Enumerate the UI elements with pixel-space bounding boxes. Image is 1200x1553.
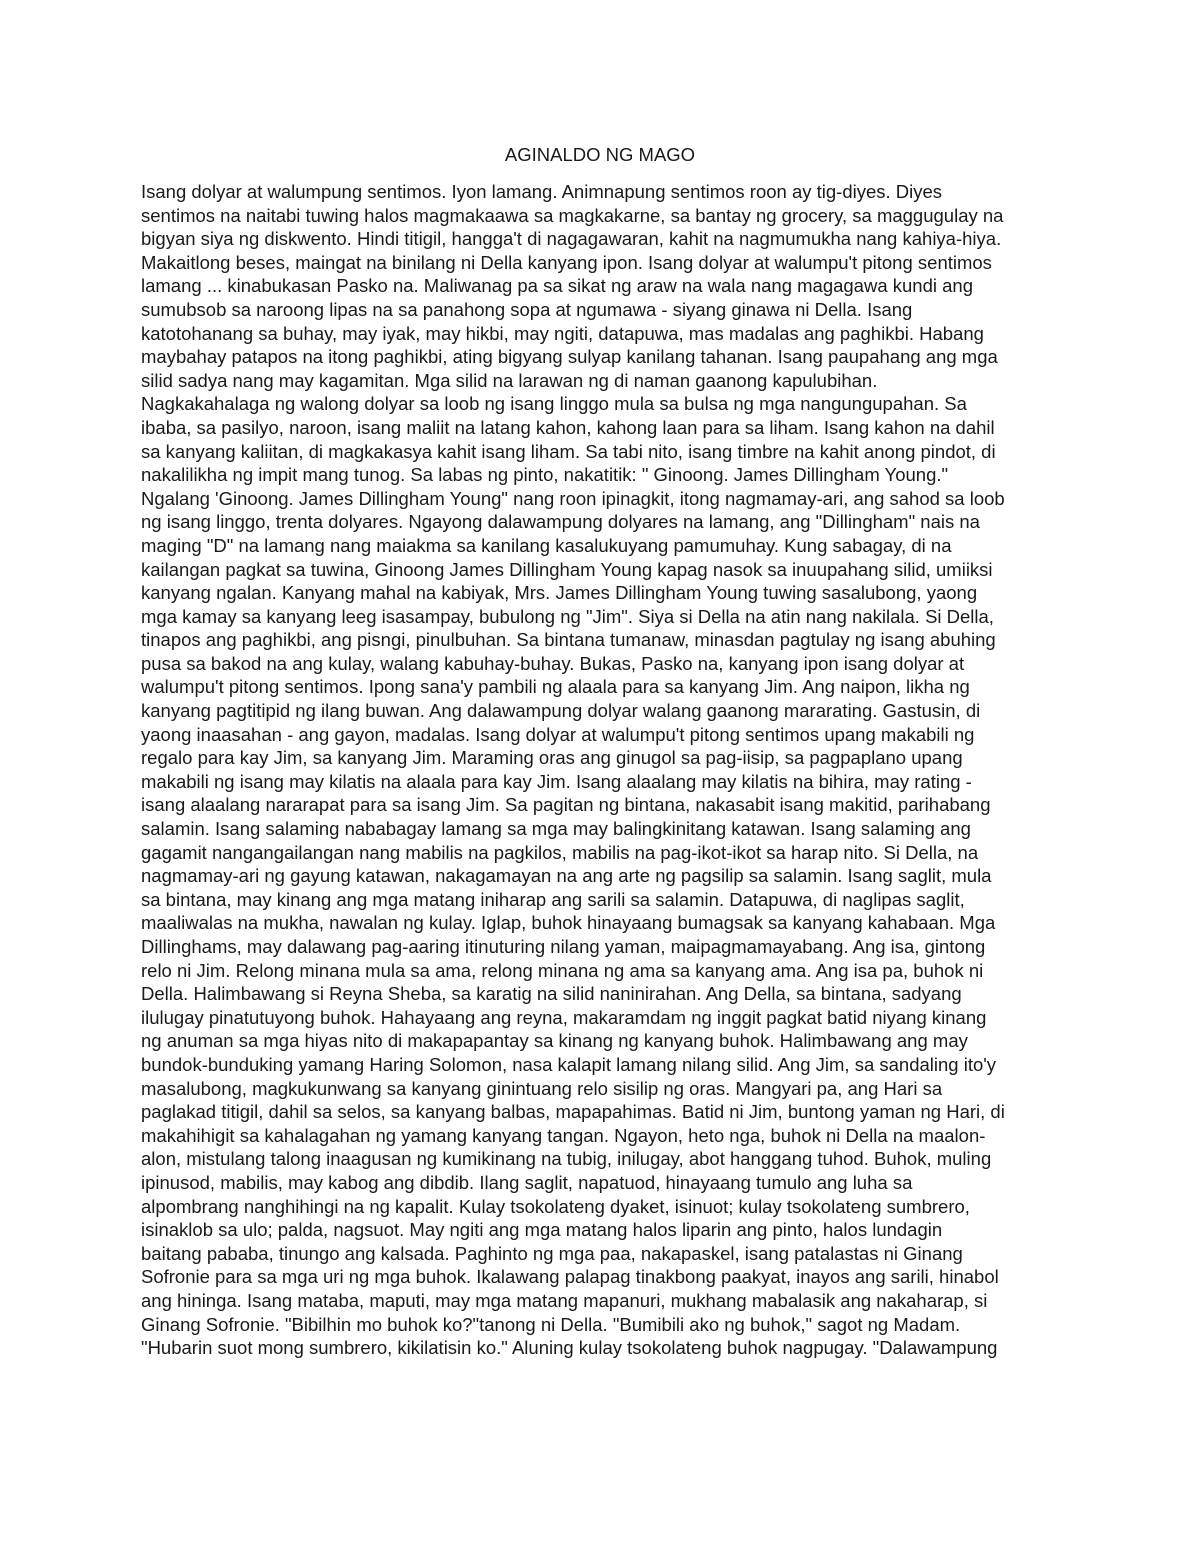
body-line: mga kamay sa kanyang leeg isasampay, bubulong ng "Jim". Siya si Della na atin nang nakilala. Si Della, xyxy=(141,605,994,627)
body-line: kailangan pagkat sa tuwina, Ginoong James Dillingham Young kapag nasok sa inuupahang silid, umiiksi xyxy=(141,558,993,580)
body-line: yaong inaasahan - ang gayon, madalas. Isang dolyar at walumpu't pitong sentimos upang makabili ng xyxy=(141,723,975,745)
body-line: ilulugay pinatutuyong buhok. Hahayaang ang reyna, makaramdam ng inggit pagkat batid niyang kinang xyxy=(141,1006,987,1028)
body-line: paglakad titigil, dahil sa selos, sa kanyang balbas, mapapahimas. Batid ni Jim, buntong yaman ng Hari, di xyxy=(141,1101,1005,1123)
body-line: Isang dolyar at walumpung sentimos. Iyon lamang. Animnapung sentimos roon ay tig-diyes. Diyes xyxy=(141,181,943,202)
body-line: silid sadya nang may kagamitan. Mga silid na larawan ng di naman gaanong kapulubihan. xyxy=(141,369,878,391)
body-line: walumpu't pitong sentimos. Ipong sana'y pambili ng alaala para sa kanyang Jim. Ang naipon, likha ng xyxy=(141,676,970,698)
body-line: alpombrang nanghihingi na ng kapalit. Kulay tsokolateng dyaket, isinuot; kulay tsokolateng sumbrero, xyxy=(141,1195,970,1217)
body-line: ng isang linggo, trenta dolyares. Ngayong dalawampung dolyares na lamang, ang "Dillingham" nais na xyxy=(141,511,980,533)
body-line: ang hininga. Isang mataba, maputi, may mga matang mapanuri, mukhang mabalasik ang nakaharap, si xyxy=(141,1289,988,1311)
body-line: ipinusod, mabilis, may kabog ang dibdib. Ilang saglit, napatuod, hinayaang tumulo ang luha sa xyxy=(141,1171,913,1193)
body-line: lamang ... kinabukasan Pasko na. Maliwanag pa sa sikat ng araw na wala nang magagawa kundi ang xyxy=(141,275,973,297)
body-line: makabili ng isang may kilatis na alaala para kay Jim. Isang alaalang may kilatis na bihira, may rating - xyxy=(141,770,972,792)
body-line: katotohanang sa buhay, may iyak, may hikbi, may ngiti, datapuwa, mas madalas ang paghikbi. Habang xyxy=(141,322,984,344)
document-title: AGINALDO NG MAGO xyxy=(504,144,696,165)
body-line: maybahay patapos na itong paghikbi, ating bigyang sulyap kanilang tahanan. Isang paupahang ang mga xyxy=(141,346,998,368)
body-line: bigyan siya ng diskwento. Hindi titigil, hangga't di nagagawaran, kahit na nagmumukha nang kahiya-hiya. xyxy=(141,228,1002,250)
body-line: maging "D" na lamang nang maiakma sa kanilang kasalukuyang pamumuhay. Kung sabagay, di na xyxy=(141,534,952,556)
body-line: nagmamay-ari ng gayung katawan, nakagamayan na ang arte ng pagsilip sa salamin. Isang saglit, mula xyxy=(141,865,992,887)
body-line: isinaklob sa ulo; palda, nagsuot. May ngiti ang mga matang halos liparin ang pinto, halos lundagin xyxy=(141,1219,943,1241)
body-line: Makaitlong beses, maingat na binilang ni Della kanyang ipon. Isang dolyar at walumpu't pitong sentimos xyxy=(141,251,992,273)
body-line: Nagkakahalaga ng walong dolyar sa loob ng isang linggo mula sa bulsa ng mga nangungupahan. Sa xyxy=(141,393,967,415)
body-line: regalo para kay Jim, sa kanyang Jim. Maraming oras ang ginugol sa pag-iisip, sa pagpaplano upang xyxy=(141,747,963,769)
body-line: nakalilikha ng impit mang tunog. Sa labas ng pinto, nakatitik: " Ginoong. James Dillingham Young." xyxy=(141,464,949,486)
body-line: "Hubarin suot mong sumbrero, kikilatisin ko." Aluning kulay tsokolateng buhok nagpugay. "Dalawampung xyxy=(141,1337,998,1359)
body-line: tinapos ang paghikbi, ang pisngi, pinulbuhan. Sa bintana tumanaw, minasdan pagtulay ng isang abuhing xyxy=(141,629,996,651)
body-line: sa bintana, may kinang ang mga matang iniharap ang sarili sa salamin. Datapuwa, di naglipas saglit, xyxy=(141,888,965,910)
body-line: makahihigit sa kahalagahan ng yamang kanyang tangan. Ngayon, heto nga, buhok ni Della na maalon- xyxy=(141,1124,986,1146)
body-line: ng anuman sa mga hiyas nito di makapapantay sa kinang ng kanyang buhok. Halimbawang ang may xyxy=(141,1030,968,1052)
body-line: alon, mistulang talong inaagusan ng kumikinang na tubig, inilugay, abot hanggang tuhod. Buhok, muling xyxy=(141,1148,992,1170)
body-line: Ngalang 'Ginoong. James Dillingham Young" nang roon ipinagkit, itong nagmamay-ari, ang sahod sa loob xyxy=(141,487,1005,509)
body-line: gagamit nangangailangan nang mabilis na pagkilos, mabilis na pag-ikot-ikot sa harap nito. Si Della, na xyxy=(141,841,979,863)
body-line: sumubsob sa naroong lipas na sa panahong sopa at ngumawa - siyang ginawa ni Della. Isang xyxy=(141,298,913,320)
body-line: baitang pababa, tinungo ang kalsada. Paghinto ng mga paa, nakapaskel, isang patalastas ni Ginang xyxy=(141,1242,963,1264)
body-line: masalubong, magkukunwang sa kanyang ginintuang relo sisilip ng oras. Mangyari pa, ang Hari sa xyxy=(141,1077,943,1099)
body-line: Dillinghams, may dalawang pag-aaring itinuturing nilang yaman, maipagmamayabang. Ang isa, gintong xyxy=(141,936,986,957)
body-line: salamin. Isang salaming nababagay lamang sa mga may balingkinitang katawan. Isang salaming ang xyxy=(141,818,971,840)
body-line: Ginang Sofronie. "Bibilhin mo buhok ko?"tanong ni Della. "Bumibili ako ng buhok," sagot ng Madam. xyxy=(141,1313,961,1335)
body-line: relo ni Jim. Relong minana mula sa ama, relong minana ng ama sa kanyang ama. Ang isa pa, buhok ni xyxy=(141,959,984,981)
body-line: isang alaalang nararapat para sa isang Jim. Sa pagitan ng bintana, nakasabit isang makitid, parihabang xyxy=(141,794,991,816)
body-line: pusa sa bakod na ang kulay, walang kabuhay-buhay. Bukas, Pasko na, kanyang ipon isang dolyar at xyxy=(141,652,965,674)
body-line: bundok-bunduking yamang Haring Solomon, nasa kalapit lamang nilang silid. Ang Jim, sa sandaling ito'y xyxy=(141,1053,997,1075)
body-line: kanyang ngalan. Kanyang mahal na kabiyak, Mrs. James Dillingham Young tuwing sasalubong, yaong xyxy=(141,582,978,604)
body-line: ibaba, sa pasilyo, naroon, isang maliit na latang kahon, kahong laan para sa liham. Isang kahon na dahil xyxy=(141,416,995,438)
document-body xyxy=(141,180,1071,1360)
body-line: sa kanyang kaliitan, di magkakasya kahit isang liham. Sa tabi nito, isang timbre na kahit anong pindot, di xyxy=(141,440,996,462)
body-line: maaliwalas na mukha, nawalan ng kulay. Iglap, buhok hinayaang bumagsak sa kanyang kahabaan. Mga xyxy=(141,912,996,934)
body-line: Della. Halimbawang si Reyna Sheba, sa karatig na silid naninirahan. Ang Della, sa bintana, sadyang xyxy=(141,983,962,1005)
body-line: kanyang pagtitipid ng ilang buwan. Ang dalawampung dolyar walang gaanong mararating. Gastusin, di xyxy=(141,700,981,722)
body-line: sentimos na naitabi tuwing halos magmakaawa sa magkakarne, sa bantay ng grocery, sa maggugulay na xyxy=(141,204,1004,226)
body-line: Sofronie para sa mga uri ng mga buhok. Ikalawang palapag tinakbong paakyat, inayos ang sarili, hinabol xyxy=(141,1266,999,1288)
